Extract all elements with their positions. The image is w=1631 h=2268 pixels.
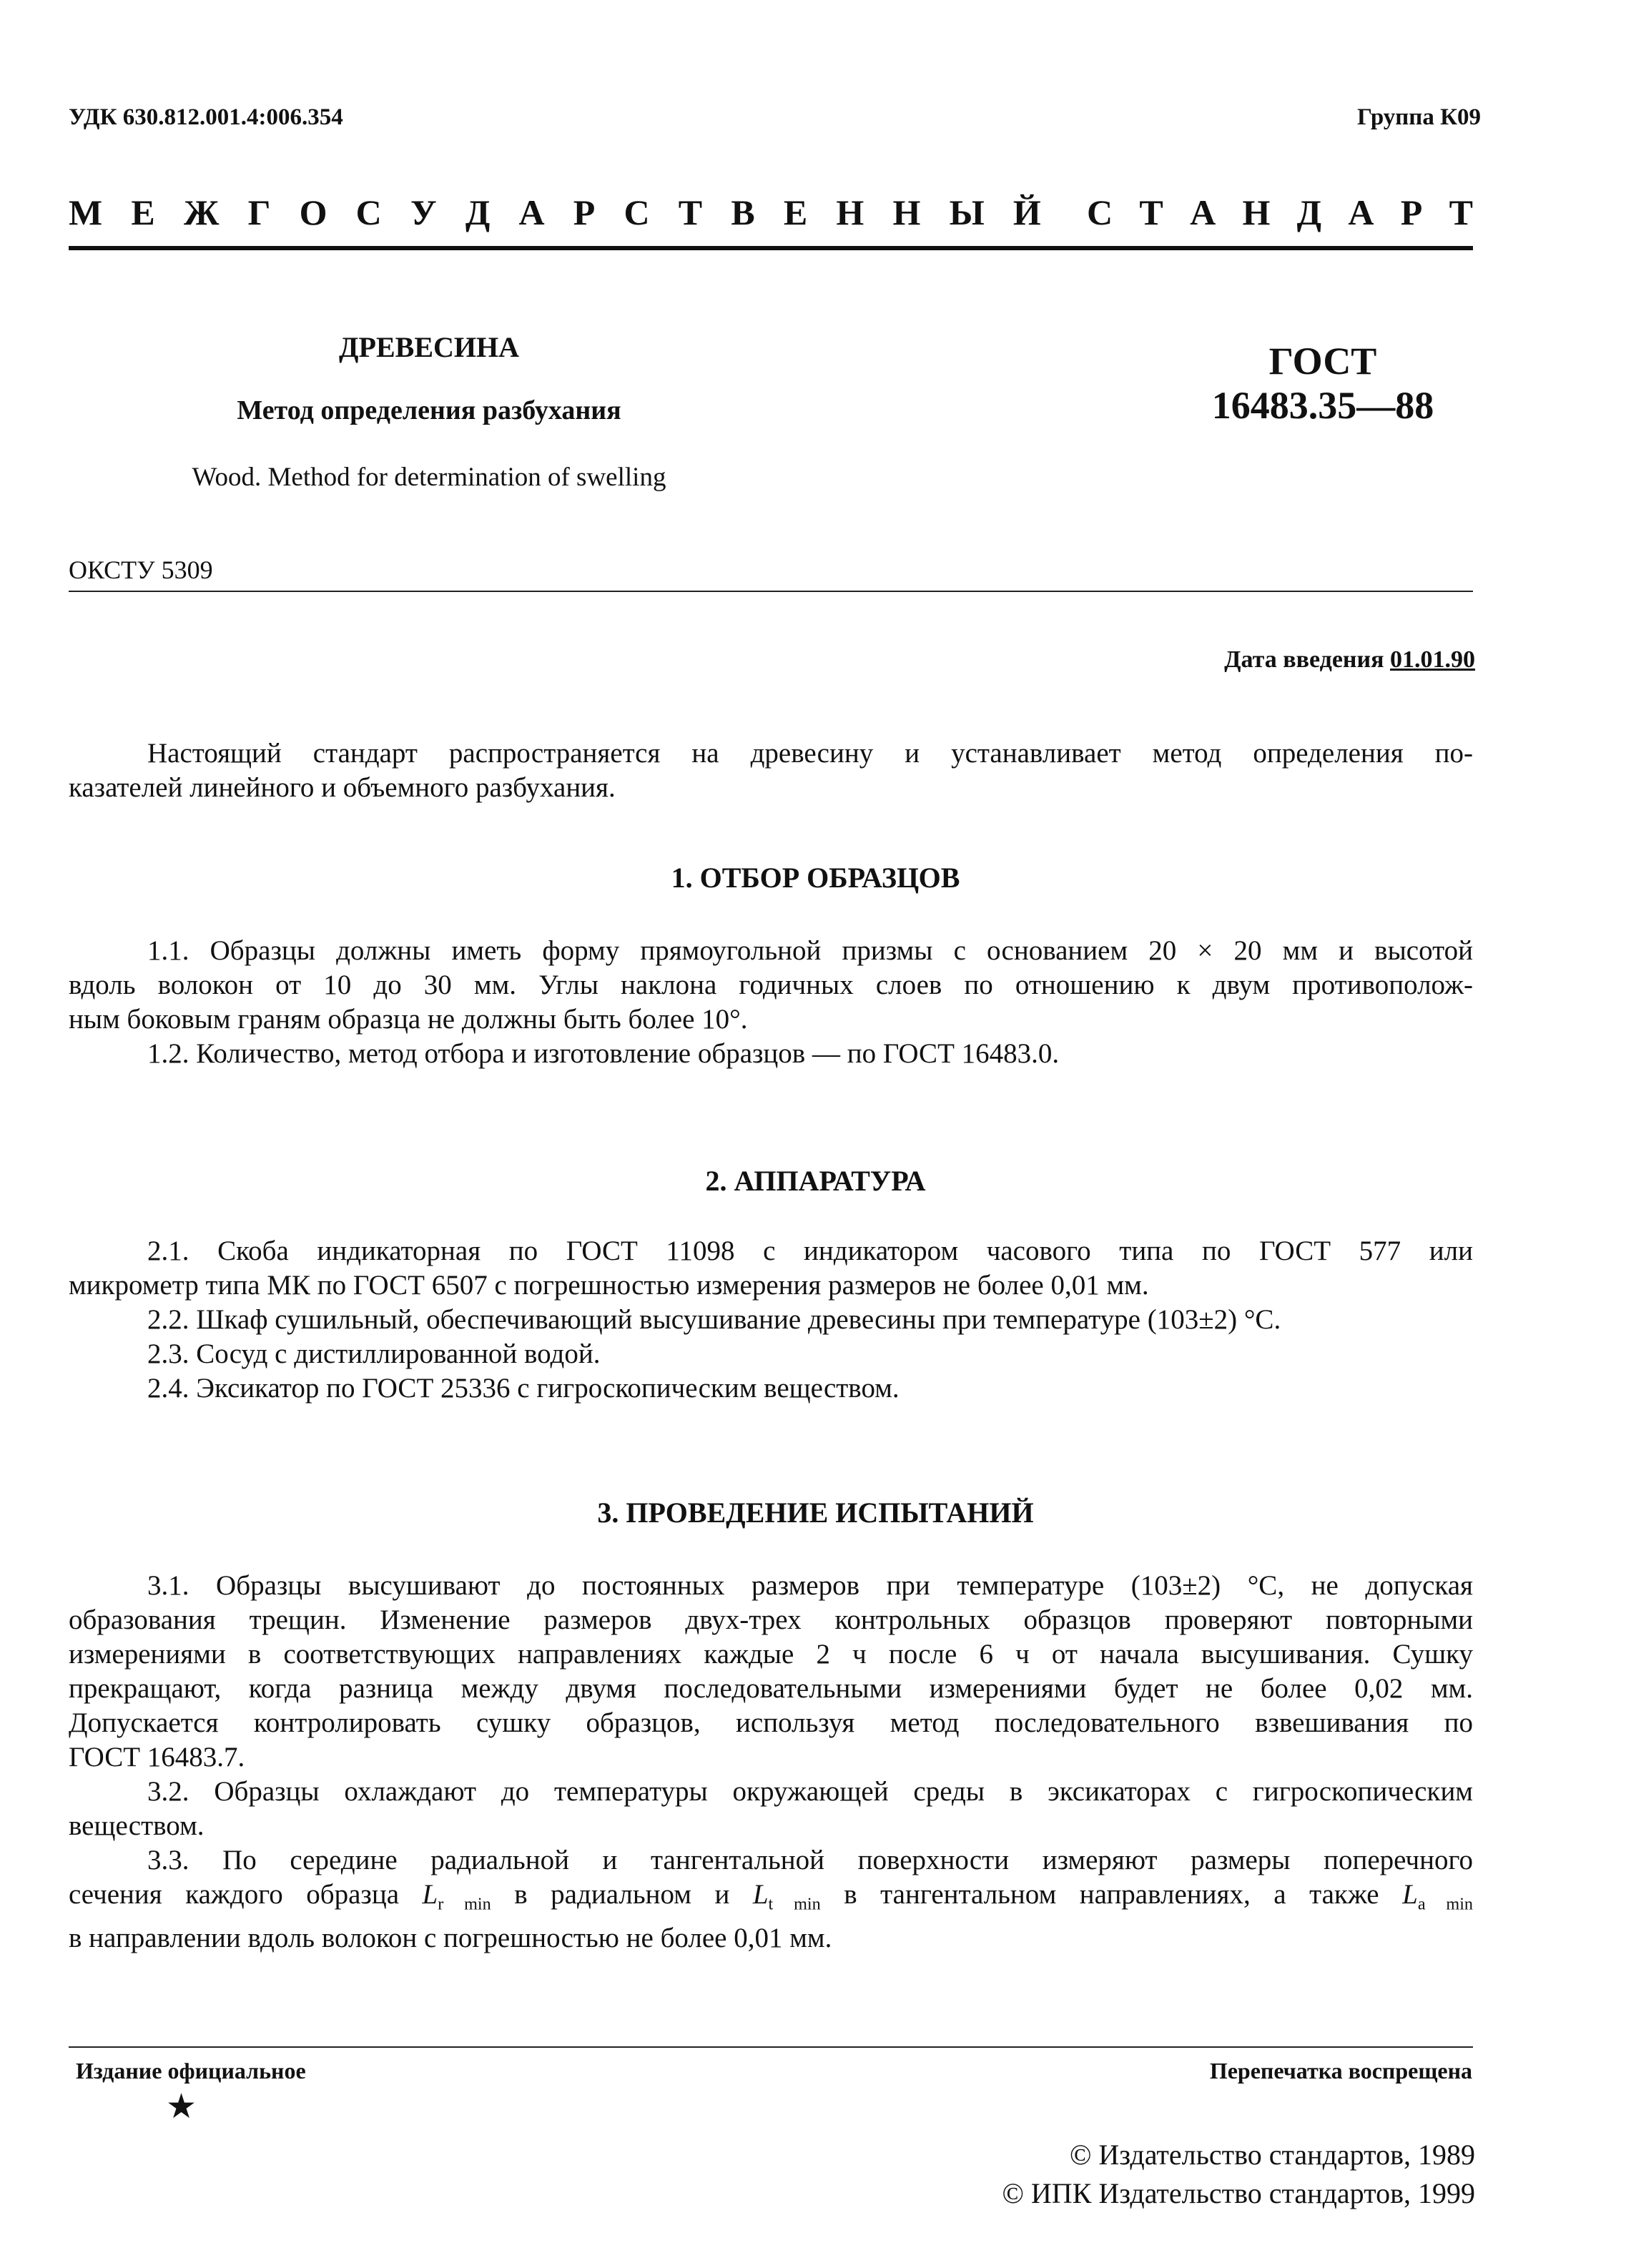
paragraph-line: 2.4. Эксикатор по ГОСТ 25336 с гигроскопическим веществом.	[147, 1373, 900, 1404]
subscript: r min	[438, 1894, 491, 1914]
paragraphs-section-2	[69, 1234, 1473, 1406]
gost-number: 16483.35—88	[1211, 384, 1434, 427]
reprint-prohibited: Перепечатка воспрещена	[1209, 2058, 1472, 2084]
interstate-standard-banner	[69, 192, 1473, 233]
intro-date	[1224, 646, 1475, 674]
paragraph-line: измерениями в соответствующих направлениях каждые 2 ч после 6 ч от начала высушивания. Сушку	[69, 1639, 1473, 1670]
text-run: в тангентальном направлениях, а также	[820, 1879, 1403, 1910]
paragraph-line: микрометр типа МК по ГОСТ 6507 с погрешностью измерения размеров не более 0,01 мм.	[69, 1270, 1149, 1301]
paragraph-line: 1.1. Образцы должны иметь форму прямоугольной призмы с основанием 20 × 20 мм и высотой	[147, 935, 1473, 966]
udk-code: УДК 630.812.001.4:006.354	[69, 104, 343, 130]
paragraph-line: ным боковым граням образца не должны быть более 10°.	[69, 1004, 748, 1035]
banner-word: М Е Ж Г О С У Д А Р С Т В Е Н Н Ы Й	[69, 192, 1041, 232]
subscript: a min	[1417, 1894, 1473, 1914]
group-code: Группа К09	[1356, 104, 1481, 130]
paragraph-line-formula	[69, 1878, 1473, 1921]
header-thick-rule	[69, 246, 1473, 250]
paragraph-line: прекращают, когда разница между двумя последовательными измерениями будет не более 0,02 мм.	[69, 1673, 1473, 1704]
paragraph-line: 2.3. Сосуд с дистиллированной водой.	[147, 1338, 601, 1369]
symbol-l: L	[422, 1879, 438, 1910]
section-heading: 1. ОТБОР ОБРАЗЦОВ	[671, 862, 960, 894]
paragraph-line: 3.3. По середине радиальной и тангентальной поверхности измеряют размеры поперечного	[147, 1845, 1473, 1875]
intro-paragraph	[69, 736, 1473, 805]
text-run: сечения каждого образца	[69, 1879, 423, 1910]
intro-line: казателей линейного и объемного разбухания.	[69, 772, 616, 803]
paragraph-line: 2.2. Шкаф сушильный, обеспечивающий высушивание древесины при температуре (103±2) °С.	[147, 1304, 1281, 1335]
paragraph-line: Допускается контролировать сушку образцов, используя метод последовательного взвешивания по	[69, 1707, 1473, 1738]
oksty-code: ОКСТУ 5309	[69, 556, 213, 584]
section-heading: 3. ПРОВЕДЕНИЕ ИСПЫТАНИЙ	[597, 1497, 1034, 1529]
intro-date-label: Дата введения	[1224, 646, 1384, 673]
paragraph-1-1	[69, 934, 1473, 1071]
symbol-l: L	[752, 1879, 769, 1910]
copyright-1: © Издательство стандартов, 1989	[1069, 2139, 1475, 2171]
banner-word: С Т А Н Д А Р Т	[1087, 192, 1473, 232]
paragraph-line: вдоль волокон от 10 до 30 мм. Углы наклона годичных слоев по отношению к двум противополож-	[69, 970, 1473, 1000]
paragraph-line: 3.2. Образцы охлаждают до температуры окружающей среды в эксикаторах с гигроскопическим	[147, 1776, 1473, 1807]
paragraph-line: 2.1. Скоба индикаторная по ГОСТ 11098 с индикатором часового типа по ГОСТ 577 или	[147, 1236, 1473, 1266]
copyright-2: © ИПК Издательство стандартов, 1999	[1002, 2177, 1475, 2209]
gost-label: ГОСТ	[1268, 340, 1377, 383]
intro-line: Настоящий стандарт распространяется на древесину и устанавливает метод определения по-	[147, 738, 1473, 769]
text-run: в радиальном и	[491, 1879, 753, 1910]
paragraph-line: в направлении вдоль волокон с погрешностью не более 0,01 мм.	[69, 1923, 832, 1954]
subscript: t min	[768, 1894, 821, 1914]
intro-date-value: 01.01.90	[1390, 646, 1475, 673]
footer-rule	[69, 2046, 1473, 2048]
paragraph-line: ГОСТ 16483.7.	[69, 1742, 245, 1773]
official-edition: Издание официальное	[76, 2058, 306, 2084]
section-heading: 2. АППАРАТУРА	[705, 1165, 926, 1197]
paragraph-line: 1.2. Количество, метод отбора и изготовление образцов — по ГОСТ 16483.0.	[147, 1038, 1060, 1069]
oksty-rule	[69, 591, 1473, 592]
document-title-english: Wood. Method for determination of swelling	[192, 463, 666, 492]
paragraph-line: веществом.	[69, 1810, 205, 1841]
document-subtitle: Метод определения разбухания	[237, 395, 621, 425]
document-title: ДРЕВЕСИНА	[339, 331, 519, 363]
symbol-l: L	[1402, 1879, 1418, 1910]
paragraph-line: 3.1. Образцы высушивают до постоянных размеров при температуре (103±2) °С, не допуская	[147, 1570, 1473, 1601]
star-icon: ★	[166, 2088, 197, 2126]
paragraphs-section-3	[69, 1569, 1473, 1956]
paragraph-line: образования трещин. Изменение размеров двух-трех контрольных образцов проверяют повторными	[69, 1604, 1473, 1635]
